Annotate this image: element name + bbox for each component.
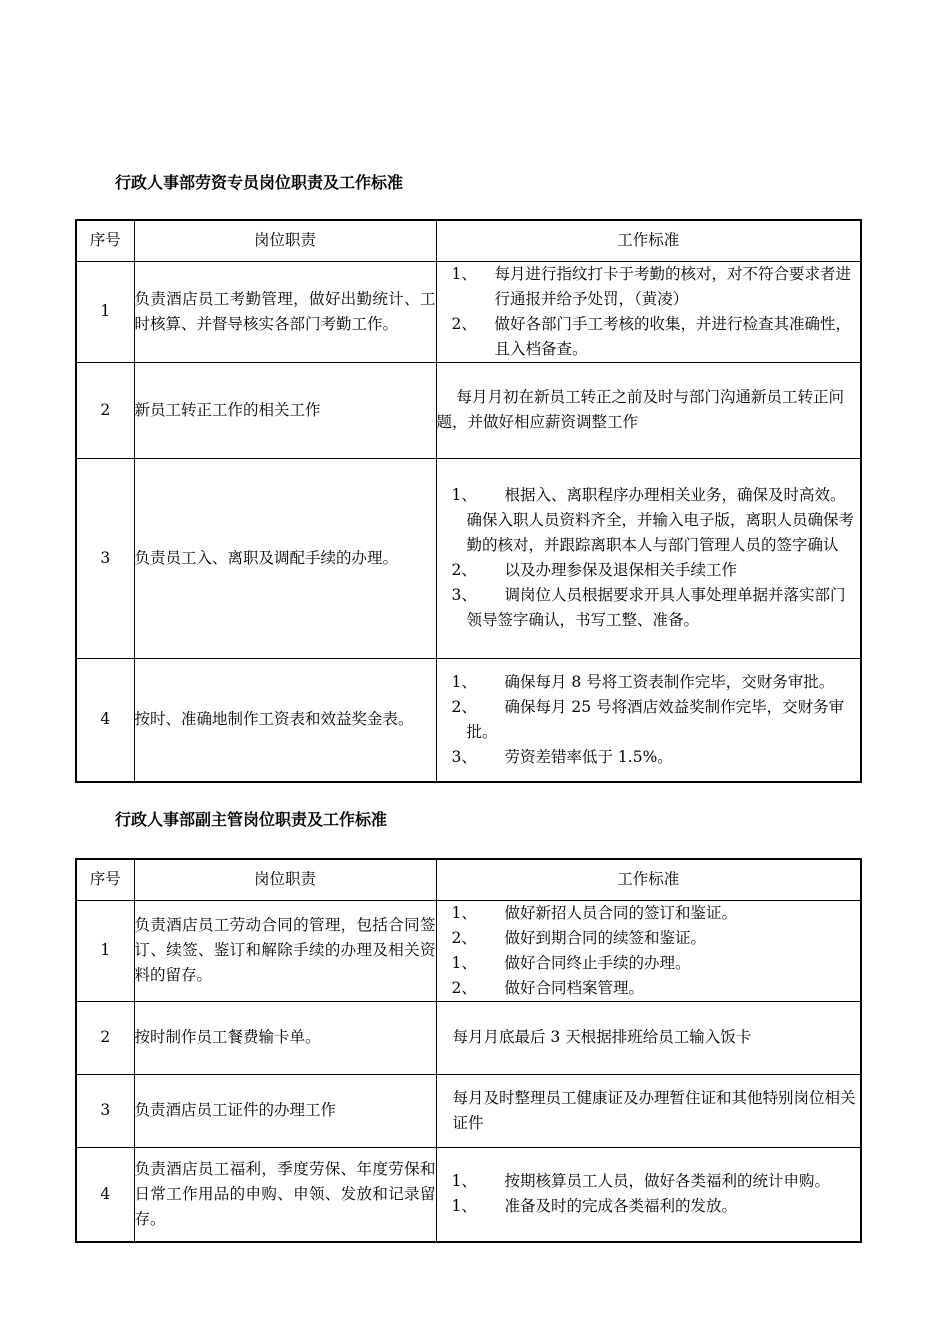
standard-item: 1、 做好合同终止手续的办理。 — [451, 953, 691, 972]
table-row — [76, 900, 861, 1001]
standard-item: 1、 确保每月 8 号将工资表制作完毕，交财务审批。 — [451, 672, 835, 691]
standard-item: 2、 做好各部门手工考核的收集，并进行检查其准确性，且入档备查。 — [451, 314, 852, 358]
row-num: 3 — [76, 1074, 134, 1147]
header-duty: 岗位职责 — [134, 859, 436, 900]
table-row — [76, 1074, 861, 1147]
standard-item: 2、 以及办理参保及退保相关手续工作 — [451, 561, 738, 579]
table-row — [76, 261, 861, 362]
header-standard: 工作标准 — [436, 220, 861, 261]
standard-item: 2、 确保每月 25 号将酒店效益奖制作完毕，交财务审批。 — [451, 697, 845, 741]
standard-item: 1、 做好新招人员合同的签订和鉴证。 — [451, 903, 738, 922]
standard-item: 1、 根据入、离职程序办理相关业务，确保及时高效。确保入职人员资料齐全，并输入电子版，离职人员确保考勤的核对，并跟踪离职本人与部门管理人员的签字确认 — [451, 486, 855, 554]
row-duty: 按时、准确地制作工资表和效益奖金表。 — [134, 658, 436, 782]
row-num: 1 — [76, 900, 134, 1001]
header-num: 序号 — [76, 220, 134, 261]
row-duty: 新员工转正工作的相关工作 — [134, 362, 436, 458]
header-num: 序号 — [76, 859, 134, 900]
row-duty: 负责酒店员工福利，季度劳保、年度劳保和日常工作用品的申购、申领、发放和记录留存。 — [134, 1147, 436, 1242]
row-duty: 负责酒店员工证件的办理工作 — [134, 1074, 436, 1147]
section-title-payroll-specialist: 行政人事部劳资专员岗位职责及工作标准 — [115, 173, 404, 192]
row-num: 3 — [76, 458, 134, 658]
header-standard: 工作标准 — [436, 859, 861, 900]
row-standard — [436, 458, 861, 658]
row-standard: 每月月初在新员工转正之前及时与部门沟通新员工转正问题，并做好相应薪资调整工作 — [436, 362, 861, 458]
table-header-row — [76, 220, 861, 261]
standard-item: 3、 劳资差错率低于 1.5%。 — [451, 747, 673, 766]
row-duty: 负责酒店员工考勤管理，做好出勤统计、工时核算、并督导核实各部门考勤工作。 — [134, 261, 436, 362]
standard-item: 1、 按期核算员工人员，做好各类福利的统计申购。 — [451, 1172, 831, 1191]
row-standard — [436, 900, 861, 1001]
row-duty: 按时制作员工餐费输卡单。 — [134, 1001, 436, 1074]
standard-item: 2、 做好合同档案管理。 — [451, 978, 645, 997]
row-num: 4 — [76, 658, 134, 782]
row-standard — [436, 1147, 861, 1242]
table-row — [76, 1147, 861, 1242]
duty-table-payroll-specialist — [75, 219, 862, 783]
header-duty: 岗位职责 — [134, 220, 436, 261]
standard-item: 3、 调岗位人员根据要求开具人事处理单据并落实部门领导签字确认，书写工整、准备。 — [451, 586, 846, 629]
row-standard: 每月月底最后 3 天根据排班给员工输入饭卡 — [436, 1001, 861, 1074]
row-num: 1 — [76, 261, 134, 362]
standard-item: 1、 准备及时的完成各类福利的发放。 — [451, 1197, 738, 1216]
table-row — [76, 658, 861, 782]
table-row — [76, 1001, 861, 1074]
section-title-deputy-supervisor: 行政人事部副主管岗位职责及工作标准 — [115, 810, 388, 829]
row-num: 2 — [76, 1001, 134, 1074]
table-row — [76, 458, 861, 658]
standard-item: 1、 每月进行指纹打卡于考勤的核对，对不符合要求者进行通报并给予处罚，（黄凌） — [451, 264, 852, 308]
row-standard: 每月及时整理员工健康证及办理暂住证和其他特别岗位相关证件 — [436, 1074, 861, 1147]
table-row — [76, 362, 861, 458]
row-num: 4 — [76, 1147, 134, 1242]
row-duty: 负责员工入、离职及调配手续的办理。 — [134, 458, 436, 658]
standard-item: 2、 做好到期合同的续签和鉴证。 — [451, 928, 707, 947]
row-standard — [436, 261, 861, 362]
row-num: 2 — [76, 362, 134, 458]
table-header-row — [76, 859, 861, 900]
duty-table-deputy-supervisor — [75, 858, 862, 1243]
row-duty: 负责酒店员工劳动合同的管理，包括合同签订、续签、鉴订和解除手续的办理及相关资料的留存。 — [134, 900, 436, 1001]
row-standard — [436, 658, 861, 782]
